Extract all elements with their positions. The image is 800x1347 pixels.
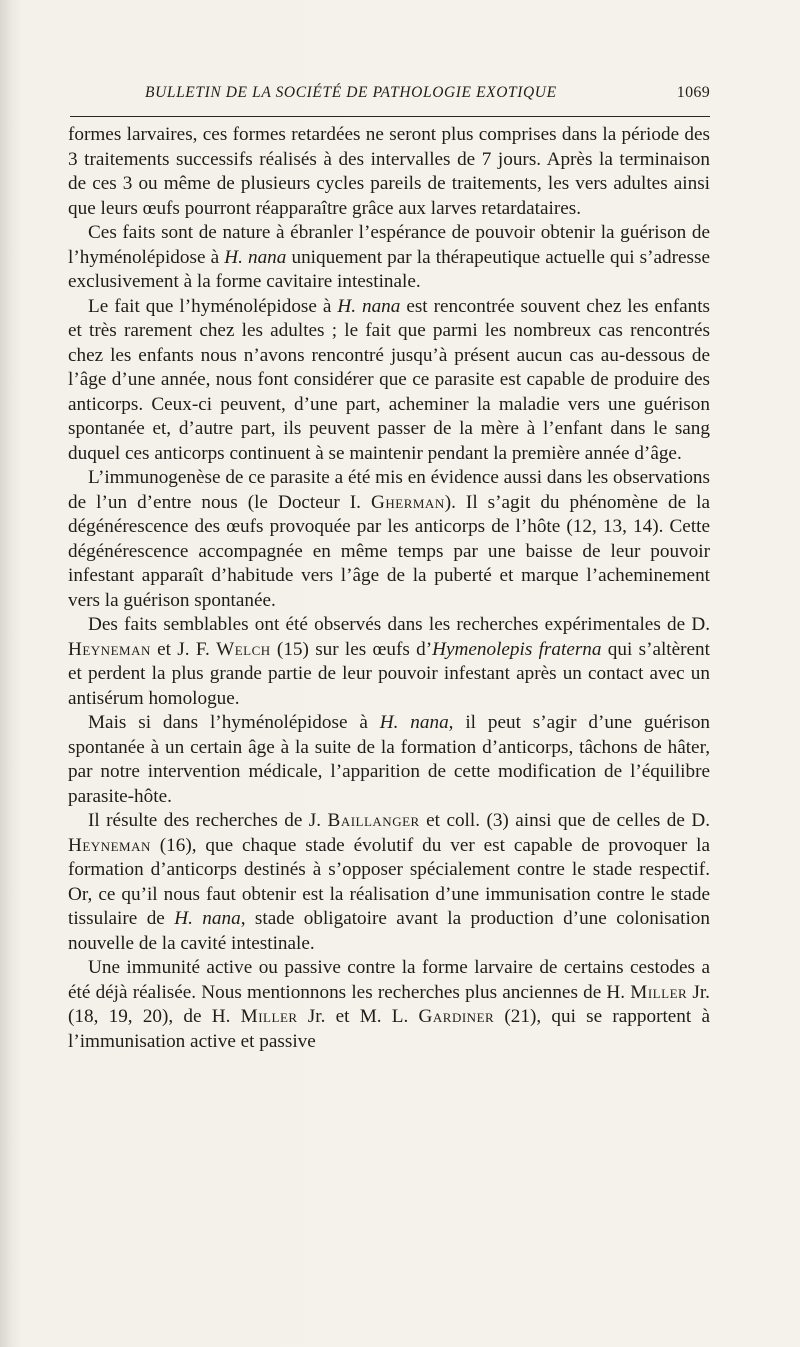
species-name: H. nana — [174, 908, 241, 929]
paragraph-4: L’immunogenèse de ce parasite a été mis en évidence aussi dans les observations de l’un d’entre nous (le Docteur I. Gherman). Il s’agit du phénomène de la dégénérescence des œufs provoquée par les anticorps de l’hôte (12, 13, 14). Cette dégénérescence accompagnée en même temps par une baisse de leur pouvoir infestant apparaît d’habitude vers l’âge de la puberté et marque l’acheminement vers la guérison spontanée. — [68, 467, 711, 611]
author-name: Heyneman — [68, 638, 151, 660]
paragraph-3: Le fait que l’hyménolépidose à H. nana est rencontrée souvent chez les enfants et très rarement chez les adultes ; le fait que parmi les nombreux cas rencontrés chez les enfants nous n’avons rencontré jusqu’à présent aucun cas au-dessous de l’âge d’une année, nous font considérer que ce parasite est capable de produire des anticorps. Ceux-ci peuvent, d’une part, acheminer la maladie vers une guérison spontanée et, d’autre part, ils peuvent passer de la mère à l’enfant dans le sang duquel ces anticorps continuent à se maintenir pendant la première année d’âge. — [68, 295, 710, 464]
author-name: Miller — [240, 1006, 298, 1027]
species-name: H. nana — [337, 295, 401, 317]
paragraph-5: Des faits semblables ont été observés dans les recherches expérimentales de D. Heyneman et J. F. Welch (15) sur les œufs d’Hymenolepis fraterna qui s’altèrent et perdent la plus grande partie de leur pouvoir infestant après un contact avec un antisérum homologue. — [68, 614, 710, 709]
author-name: Gardiner — [418, 1006, 495, 1027]
running-title: BULLETIN DE LA SOCIÉTÉ DE PATHOLOGIE EXOTIQUE — [145, 84, 557, 101]
body-text — [68, 123, 710, 1054]
header-rule — [70, 116, 710, 117]
paragraph-6: Mais si dans l’hyménolépidose à H. nana, il peut s’agir d’une guérison spontanée à un certain âge à la suite de la formation d’anticorps, tâchons de hâter, par notre intervention médicale, l’apparition de cette modification de l’équilibre parasite-hôte. — [68, 712, 711, 807]
species-name: Hymenolepis fraterna — [432, 638, 602, 660]
paragraph-8: Une immunité active ou passive contre la forme larvaire de certains cestodes a été déjà réalisée. Nous mentionnons les recherches plus anciennes de H. Miller Jr. (18, 19, 20), de H. Miller Jr. et M. L. Gardiner (21), qui se rapportent à l’immunisation active et passive — [68, 957, 710, 1052]
author-name: Welch — [216, 638, 271, 660]
author-name: Miller — [630, 981, 688, 1003]
author-name: Baillanger — [327, 810, 420, 831]
paragraph-7: Il résulte des recherches de J. Baillanger et coll. (3) ainsi que de celles de D. Heyneman (16), que chaque stade évolutif du ver est capable de provoquer la formation d’anticorps destinés à s’opposer spécialement contre le stade respectif. Or, ce qu’il nous faut obtenir est la réalisation d’une immunisation contre le stade tissulaire de H. nana, stade obligatoire avant la production d’une colonisation nouvelle de la cavité intestinale. — [68, 810, 710, 954]
author-name: Heyneman — [68, 834, 151, 856]
species-name: H. nana — [379, 712, 449, 733]
paragraph-1: formes larvaires, ces formes retardées ne seront plus comprises dans la période des 3 traitements successifs réalisés à des intervalles de 7 jours. Après la terminaison de ces 3 ou même de plusieurs cycles pareils de traitements, les vers adultes ainsi que leurs œufs pourront réapparaître grâce aux larves retardataires. — [68, 124, 710, 219]
species-name: H. nana — [224, 246, 287, 268]
running-header — [145, 84, 710, 108]
paragraph-2: Ces faits sont de nature à ébranler l’espérance de pouvoir obtenir la guérison de l’hyménolépidose à H. nana uniquement par la thérapeutique actuelle qui s’adresse exclusivement à la forme cavitaire intestinale. — [68, 222, 710, 292]
author-name: Gherman — [371, 491, 445, 513]
page-number: 1069 — [676, 84, 710, 101]
